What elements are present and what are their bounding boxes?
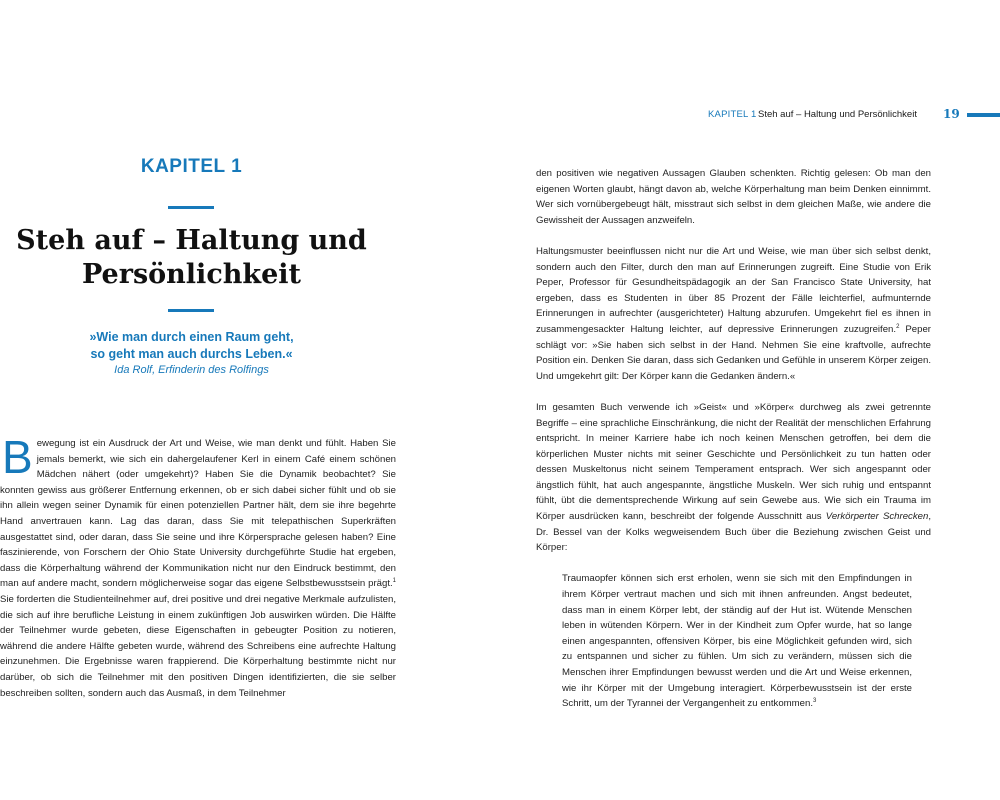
running-header-title: Steh auf – Haltung und Persönlichkeit [758,109,917,120]
epigraph [0,329,383,378]
running-header [500,109,1000,123]
right-page [500,0,1000,800]
right-paragraph-1: den positiven wie negativen Aussagen Glauben schenkten. Richtig gelesen: Ob man den eigenen Worten glaubt, hängt davon ab, welche Körperhaltung man beim Denken einnimmt. Wer sich vornübergebeugt hält, misstraut sich selbst in dem gleichen Maße, wie andere die Gewissheit der Aussagen anzweifeln. [536,168,931,226]
right-paragraph-2 [536,244,931,384]
chapter-rule-bottom [168,309,214,312]
right-paragraph-2-text-b: Peper schlägt vor: »Sie haben sich selbst in der Hand. Nehmen Sie eine kraftvolle, aufrechte Position ein. Denken Sie daran, dass sich Gedanken und Gefühle in unserem Körper zeigen. Und umgekehrt gilt: Der Körper kann die Gedanken ändern.« [536,323,931,382]
chapter-title [0,224,383,292]
block-quote-text: Traumaopfer können sich erst erholen, wenn sie sich mit den Empfindungen in ihrem Körper vertraut machen und sich mit ihnen anfreunden. Angst bedeutet, dass man in einem Körper lebt, der ständig auf der Hut ist. Wütende Menschen leben in wütenden Körpern. Wer in der Kindheit zum Opfer wurde, hat so lange einen angespannten, offensiven Körper, bis eine Möglichkeit gefunden wird, sich zu entspannen und sicher zu fühlen. Um sich zu verändern, müssen sich die Menschen ihrer Empfindungen bewusst werden und die Art und Weise erkennen, wie ihr Körper mit der Umgebung interagiert. Körperbewusstsein ist der erste Schritt, um der Tyrannei der Vergangenheit zu entkommen. [562,573,912,710]
epigraph-source: Ida Rolf, Erfinderin des Rolfings [114,364,269,376]
left-body-text [0,431,396,701]
right-paragraph-2-text: Haltungsmuster beeinflussen nicht nur die Art und Weise, wie man über sich selbst denkt, sondern auch den Filter, durch den man auf Erinnerungen zugreift. Eine Studie von Erik Peper, Professor für Gesundheitspädagogik an der San Francisco State University, hat ergeben, dass es Studenten in über 85 Prozent der Fälle leichterfiel, aufmunternde Erinnerungen in aufrechter (ausgerichteter) Haltung abzurufen. Umgekehrt fiel es ihnen in zusammengesackter Haltung leichter, auf depressive Erinnerungen zuzugreifen. [536,245,931,335]
footnote-ref-2: 2 [896,323,900,330]
chapter-title-line2: Persönlichkeit [81,259,302,290]
footnote-ref-1: 1 [392,578,396,585]
chapter-rule-top [168,206,214,209]
right-paragraph-3-end: , Dr. Bessel van der Kolks wegweisendem Buch über die Beziehung zwischen Geist und Körper: [536,511,931,554]
running-header-chapter: KAPITEL 1 [708,109,757,120]
epigraph-line1: »Wie man durch einen Raum geht, [89,330,294,344]
left-paragraph [0,431,396,701]
block-quote [562,571,912,711]
page-tab-bar [967,113,1000,117]
chapter-label: KAPITEL 1 [140,156,243,177]
left-paragraph-text: ewegung ist ein Ausdruck der Art und Weise, wie man denkt und fühlt. Haben Sie jemals bemerkt, wie sich ein dahergelaufener Kerl in einem Café einem schönen Mädchen nähert (oder umgekehrt)? Haben Sie die Dynamik beobachtet? Sie konnten gewiss aus größerer Entfernung erkennen, ob er sich dabei sicher fühlt und ob sie ihn allein wegen seiner Dynamik für einen potenziellen Partner hält, dem sie ihre begehrte Hand anvertrauen kann. Lag das daran, dass Sie mit telepathischen Superkräften ausgestattet sind, oder daran, dass Sie seine und ihre Körpersprache gelesen haben? Eine faszinierende, von Forschern der Ohio State University durchgeführte Studie hat ergeben, dass die Körperhaltung während der Kommunikation nicht nur den Eindruck bestimmt, den man auf andere macht, sondern möglicherweise sogar das eigene Selbstbewusstsein prägt. [0,438,396,590]
left-paragraph-text2: Sie forderten die Studienteilnehmer auf, drei positive und drei negative Merkmale aufzulisten, die sich auf ihre berufliche Leistung in einem zukünftigen Job auswirken würden. Die Hälfte der Teilnehmer wurde gebeten, diese Eigenschaften in gebeugter Position zu notieren, während die andere Hälfte gebeten wurde, während des Schreibens eine aufrechte Haltung einzunehmen. Die Ergebnisse waren frappierend. Die Körperhaltung bestimmte nicht nur darüber, ob sich die Teilnehmer mit den positiven Dingen identifizierten, die sie selber beschreiben sollten, sondern auch das Ausmaß, in dem Teilnehmer [0,593,396,699]
right-paragraph-3 [536,400,931,556]
book-title: Verkörperter Schrecken [825,511,929,523]
right-body-text [536,166,931,712]
page-number: 19 [943,107,960,121]
footnote-ref-3: 3 [813,698,817,704]
drop-cap: B [2,431,33,483]
right-paragraph-3-text: Im gesamten Buch verwende ich »Geist« und »Körper« durchweg als zwei getrennte Begriffe – eine sprachliche Einschränkung, die nicht der Realität der menschlichen Erfahrung entspricht. In meiner Karriere habe ich noch keinen Menschen getroffen, bei dem die körperlichen Muster nichts mit seiner Geschichte und Persönlichkeit zu tun hatten oder dessen Muskeltonus nicht seinem Temperament entsprach. Wer sich angespannt oder ängstlich fühlt, hat auch angespannte, ängstliche Muskeln. Wer sich ruhig und entspannt fühlt, übt die dementsprechende Wirkung auf sein Gewebe aus. Wie sich ein Trauma im Körper ausdrücken kann, beschreibt der folgende Ausschnitt aus [536,401,931,523]
chapter-title-line1: Steh auf – Haltung und [16,225,367,256]
epigraph-line2: so geht man auch durchs Leben.« [90,347,293,361]
